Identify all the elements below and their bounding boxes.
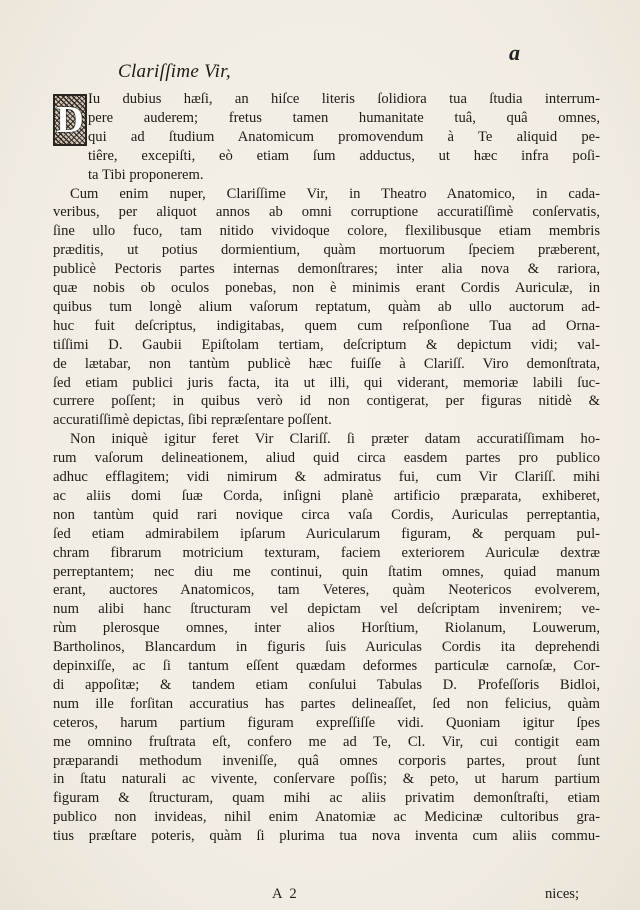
text-line: rum vaſorum delineationem, aliud quid circa easdem partes pro publico <box>53 450 600 467</box>
text-line: ſed etiam publici juris facta, ita ut illi, qui viderant, memoriæ labili ſuc- <box>53 374 600 391</box>
text-line: pere auderem; fretus tamen humanitate tuâ, quâ omnes, <box>88 109 600 126</box>
text-line: Cum enim nuper, Clariſſime Vir, in Theatro Anatomico, in cada- <box>70 185 600 202</box>
text-line: ac aliis domi ſuæ Corda, inſigni planè artificio præparata, exhiberet, <box>53 487 600 504</box>
text-line: huc fuit deſcriptus, indigitabas, quem cum reſponſione Tua ad Orna- <box>53 317 600 334</box>
initial-letter: D <box>56 99 84 141</box>
text-line: figuram & ſtructuram, quam mihi ac aliis privatim demonſtraſti, etiam <box>53 790 600 807</box>
text-line: depinxiſſe, ac ſi tantum eſſent quædam deformes particulæ carnoſæ, Cor- <box>53 658 600 674</box>
text-line: quibus tum longè alium vaſorum reptatum, quàm ab ullo auctorum ad- <box>53 298 600 315</box>
signature-mark: A 2 <box>272 886 299 902</box>
corner-mark: a <box>509 40 520 65</box>
text-line: in ſtatu naturali ac vivente, conſervare poſſis; & peto, ut harum partium <box>53 771 600 788</box>
text-line: de lætabar, non tantùm publicè hæc fuiſſe à Clariſſ. Viro demonſtrata, <box>53 355 600 372</box>
text-line: Bartholinos, Blancardum in figuris ſuis Auriculas Cordis ita deprehendi <box>53 639 600 656</box>
text-line: præparandi methodum inveniſſe, quâ omnes corporis partes, prout ſunt <box>53 752 600 769</box>
salutation-heading: Clariſſime Vir, <box>118 61 231 82</box>
text-line: Non iniquè igitur feret Vir Clariſſ. ſi præter datam accuratiſſimam ho- <box>70 431 600 448</box>
text-line: currere poſſent; in quibus verò id non contigerat, per figuras nitidè & <box>53 393 600 410</box>
text-line: ta Tibi proponerem. <box>88 166 204 183</box>
text-line: adhuc efflagitem; vidi nimirum & admiratus fui, cum Vir Clariſſ. mihi <box>53 469 600 485</box>
text-line: erant, auctores Anatomicos, tam Veteres, quàm Neotericos evolverem, <box>53 582 600 599</box>
text-line: Iu dubius hæſi, an hiſce literis ſolidiora tua ſtudia interrum- <box>88 91 600 107</box>
text-line: tiêre, excepiſti, eò etiam ſum adductus, ut hæc infra poſi- <box>88 147 600 164</box>
text-line: perreptantem; nec diu me continui, quin ſtatim omnes, quiad manum <box>53 563 600 580</box>
text-line: præditis, ut potius dormientium, quàm mortuorum ſpeciem præberent, <box>53 242 600 259</box>
text-line: ſine ullo fuco, tam nitido vividoque colore, flexilibusque etiam membris <box>53 223 600 240</box>
text-line: veribus, per aliquot annos ab omni corruptione accuratiſſimè conſervatis, <box>53 204 600 221</box>
decorated-initial <box>53 94 87 146</box>
text-line: non tantùm quid rari novique circa vaſa Cordis, Auriculas perreptantia, <box>53 506 600 523</box>
text-line: quæ nobis ob oculos ponebas, non è minimis erant Cordis Auriculæ, in <box>53 280 600 296</box>
text-line: accuratiſſimè depictas, ſibi repræſentare poſſent. <box>53 412 332 429</box>
text-line: num ille forſitan accuratius has partes delineaſſet, ſed non felicius, quàm <box>53 695 600 712</box>
text-line: me omnino fruſtrata eſt, confero me ad Te, Cl. Vir, cui contigit eam <box>53 733 600 750</box>
text-line: tiſſimi D. Gaubii Epiſtolam tertiam, deſcriptum & depictum vidi; val- <box>53 336 600 353</box>
text-line: publico non invideas, nihil enim Anatomiæ ac Medicinæ cultoribus gra- <box>53 809 600 826</box>
text-line: ceteros, harum partium figuram expreſſiſſe vidi. Quoniam igitur ſpes <box>53 714 600 731</box>
text-line: rùm plerosque omnes, inter alios Horſtium, Riolanum, Louwerum, <box>53 620 600 637</box>
text-line: ſed etiam admirabilem ipſarum Auricularum figuram, & perquam pul- <box>53 525 600 542</box>
text-line: publicè Pectoris partes internas demonſtrares; inter alia nova & rariora, <box>53 261 600 278</box>
text-line: qui ad ſtudium Anatomicum promovendum à Te aliquid pe- <box>88 128 600 145</box>
text-line: tius præſtare poteris, quàm ſi plurima tua nova inventa cum aliis commu- <box>53 828 600 845</box>
text-line: chram fibrarum motricium texturam, faciem exteriorem Auriculæ dextræ <box>53 544 600 561</box>
text-line: num alibi hanc ſtructuram vel depictam vel deſcriptam invenirem; ve- <box>53 601 600 618</box>
catchword: nices; <box>545 886 580 902</box>
text-line: di appoſitæ; & tandem etiam conſului Tabulas D. Profeſſoris Bidloi, <box>53 676 600 693</box>
